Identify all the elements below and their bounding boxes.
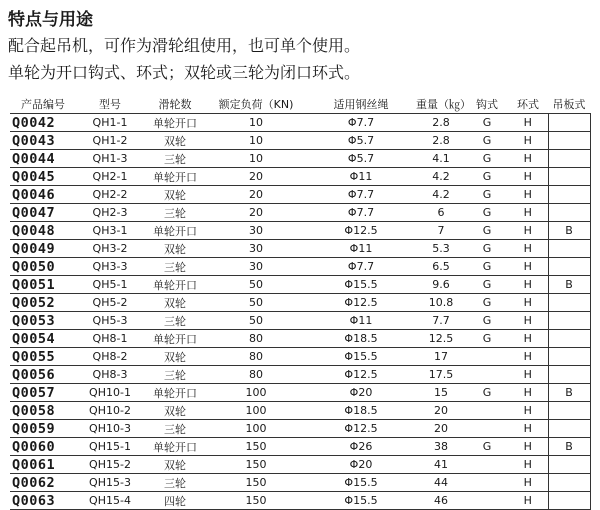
table-row [10, 366, 590, 384]
cell-sheave-count: 单轮开口 [144, 384, 206, 402]
table-row [10, 186, 590, 204]
cell-hook-type: G [466, 204, 508, 222]
cell-ring-type: H [508, 276, 548, 294]
cell-wire-rope: Φ7.7 [306, 204, 416, 222]
cell-weight: 2.8 [416, 114, 466, 132]
cell-weight: 4.1 [416, 150, 466, 168]
cell-rated-load: 50 [206, 294, 306, 312]
cell-product-code: Q0049 [10, 240, 76, 258]
cell-rated-load: 20 [206, 204, 306, 222]
cell-rated-load: 30 [206, 240, 306, 258]
table-row [10, 132, 590, 150]
cell-sheave-count: 单轮开口 [144, 222, 206, 240]
cell-rated-load: 150 [206, 492, 306, 510]
cell-sheave-count: 双轮 [144, 294, 206, 312]
cell-model: QH15-1 [76, 438, 144, 456]
cell-weight: 7.7 [416, 312, 466, 330]
cell-rated-load: 50 [206, 276, 306, 294]
cell-sheave-count: 四轮 [144, 492, 206, 510]
cell-hook-type: G [466, 438, 508, 456]
cell-plate-type [548, 474, 590, 492]
cell-product-code: Q0056 [10, 366, 76, 384]
table-row [10, 258, 590, 276]
cell-ring-type: H [508, 312, 548, 330]
cell-product-code: Q0048 [10, 222, 76, 240]
cell-plate-type: B [548, 276, 590, 294]
cell-weight: 41 [416, 456, 466, 474]
cell-wire-rope: Φ7.7 [306, 186, 416, 204]
cell-hook-type: G [466, 312, 508, 330]
cell-rated-load: 10 [206, 114, 306, 132]
cell-model: QH3-1 [76, 222, 144, 240]
cell-weight: 17 [416, 348, 466, 366]
cell-weight: 4.2 [416, 186, 466, 204]
cell-hook-type: G [466, 258, 508, 276]
cell-ring-type: H [508, 438, 548, 456]
cell-ring-type: H [508, 348, 548, 366]
cell-rated-load: 150 [206, 474, 306, 492]
cell-plate-type [548, 420, 590, 438]
cell-product-code: Q0046 [10, 186, 76, 204]
cell-model: QH15-2 [76, 456, 144, 474]
cell-sheave-count: 双轮 [144, 456, 206, 474]
cell-rated-load: 80 [206, 348, 306, 366]
cell-weight: 6.5 [416, 258, 466, 276]
cell-rated-load: 100 [206, 384, 306, 402]
cell-hook-type: G [466, 168, 508, 186]
cell-product-code: Q0047 [10, 204, 76, 222]
cell-model: QH3-2 [76, 240, 144, 258]
cell-plate-type [548, 186, 590, 204]
cell-plate-type [548, 294, 590, 312]
cell-model: QH10-2 [76, 402, 144, 420]
cell-model: QH2-3 [76, 204, 144, 222]
table-row [10, 330, 590, 348]
cell-ring-type: H [508, 384, 548, 402]
cell-plate-type: B [548, 438, 590, 456]
cell-sheave-count: 单轮开口 [144, 114, 206, 132]
cell-rated-load: 150 [206, 456, 306, 474]
table-row [10, 150, 590, 168]
cell-weight: 46 [416, 492, 466, 510]
cell-model: QH10-1 [76, 384, 144, 402]
cell-hook-type [466, 348, 508, 366]
header-sheave-count: 滑轮数 [144, 94, 206, 114]
cell-ring-type: H [508, 492, 548, 510]
cell-hook-type: G [466, 186, 508, 204]
cell-model: QH2-1 [76, 168, 144, 186]
cell-hook-type: G [466, 222, 508, 240]
cell-weight: 5.3 [416, 240, 466, 258]
table-row [10, 114, 590, 132]
header-model: 型号 [76, 94, 144, 114]
header-hook-type: 钩式 [466, 94, 508, 114]
cell-hook-type: G [466, 132, 508, 150]
table-row [10, 168, 590, 186]
cell-model: QH8-3 [76, 366, 144, 384]
cell-model: QH8-1 [76, 330, 144, 348]
cell-sheave-count: 三轮 [144, 150, 206, 168]
table-row [10, 240, 590, 258]
cell-rated-load: 80 [206, 366, 306, 384]
cell-wire-rope: Φ11 [306, 168, 416, 186]
cell-rated-load: 10 [206, 132, 306, 150]
cell-wire-rope: Φ20 [306, 384, 416, 402]
table-row [10, 276, 590, 294]
cell-wire-rope: Φ15.5 [306, 492, 416, 510]
cell-wire-rope: Φ12.5 [306, 366, 416, 384]
table-row [10, 492, 590, 510]
table-row [10, 384, 590, 402]
cell-ring-type: H [508, 258, 548, 276]
cell-weight: 44 [416, 474, 466, 492]
cell-wire-rope: Φ11 [306, 312, 416, 330]
header-plate-type: 吊板式 [548, 94, 590, 114]
cell-ring-type: H [508, 150, 548, 168]
table-row [10, 456, 590, 474]
cell-product-code: Q0042 [10, 114, 76, 132]
cell-product-code: Q0058 [10, 402, 76, 420]
cell-product-code: Q0059 [10, 420, 76, 438]
cell-weight: 12.5 [416, 330, 466, 348]
cell-plate-type [548, 204, 590, 222]
cell-hook-type: G [466, 150, 508, 168]
cell-model: QH5-2 [76, 294, 144, 312]
cell-product-code: Q0061 [10, 456, 76, 474]
cell-weight: 38 [416, 438, 466, 456]
cell-rated-load: 20 [206, 186, 306, 204]
cell-product-code: Q0052 [10, 294, 76, 312]
cell-wire-rope: Φ11 [306, 240, 416, 258]
cell-ring-type: H [508, 222, 548, 240]
table-header-row [10, 94, 590, 114]
cell-wire-rope: Φ20 [306, 456, 416, 474]
table-row [10, 204, 590, 222]
cell-sheave-count: 三轮 [144, 474, 206, 492]
pulley-spec-table [10, 94, 591, 510]
cell-hook-type: G [466, 294, 508, 312]
cell-ring-type: H [508, 420, 548, 438]
cell-ring-type: H [508, 240, 548, 258]
cell-wire-rope: Φ5.7 [306, 132, 416, 150]
cell-model: QH8-2 [76, 348, 144, 366]
cell-rated-load: 50 [206, 312, 306, 330]
cell-weight: 20 [416, 420, 466, 438]
cell-sheave-count: 三轮 [144, 366, 206, 384]
cell-ring-type: H [508, 132, 548, 150]
cell-hook-type: G [466, 240, 508, 258]
cell-weight: 20 [416, 402, 466, 420]
cell-model: QH1-3 [76, 150, 144, 168]
cell-weight: 17.5 [416, 366, 466, 384]
cell-plate-type: B [548, 222, 590, 240]
cell-wire-rope: Φ12.5 [306, 420, 416, 438]
table-row [10, 420, 590, 438]
cell-product-code: Q0043 [10, 132, 76, 150]
cell-sheave-count: 单轮开口 [144, 276, 206, 294]
cell-sheave-count: 单轮开口 [144, 168, 206, 186]
cell-model: QH5-1 [76, 276, 144, 294]
cell-model: QH3-3 [76, 258, 144, 276]
cell-sheave-count: 三轮 [144, 204, 206, 222]
table-row [10, 438, 590, 456]
cell-plate-type [548, 258, 590, 276]
cell-weight: 10.8 [416, 294, 466, 312]
cell-ring-type: H [508, 402, 548, 420]
cell-hook-type: G [466, 114, 508, 132]
cell-product-code: Q0055 [10, 348, 76, 366]
cell-rated-load: 100 [206, 402, 306, 420]
cell-hook-type: G [466, 276, 508, 294]
cell-product-code: Q0051 [10, 276, 76, 294]
cell-plate-type [548, 492, 590, 510]
cell-product-code: Q0045 [10, 168, 76, 186]
cell-sheave-count: 三轮 [144, 312, 206, 330]
cell-rated-load: 100 [206, 420, 306, 438]
cell-sheave-count: 单轮开口 [144, 330, 206, 348]
cell-weight: 15 [416, 384, 466, 402]
cell-product-code: Q0062 [10, 474, 76, 492]
cell-ring-type: H [508, 168, 548, 186]
table-row [10, 474, 590, 492]
cell-wire-rope: Φ15.5 [306, 474, 416, 492]
cell-ring-type: H [508, 474, 548, 492]
table-row [10, 294, 590, 312]
cell-plate-type [548, 402, 590, 420]
cell-sheave-count: 双轮 [144, 348, 206, 366]
cell-weight: 6 [416, 204, 466, 222]
cell-hook-type [466, 366, 508, 384]
cell-hook-type [466, 402, 508, 420]
cell-product-code: Q0054 [10, 330, 76, 348]
table-row [10, 222, 590, 240]
cell-product-code: Q0063 [10, 492, 76, 510]
cell-wire-rope: Φ15.5 [306, 276, 416, 294]
table-row [10, 312, 590, 330]
cell-wire-rope: Φ12.5 [306, 294, 416, 312]
cell-product-code: Q0050 [10, 258, 76, 276]
cell-ring-type: H [508, 114, 548, 132]
cell-ring-type: H [508, 456, 548, 474]
cell-model: QH1-2 [76, 132, 144, 150]
cell-product-code: Q0044 [10, 150, 76, 168]
cell-model: QH1-1 [76, 114, 144, 132]
cell-plate-type [548, 240, 590, 258]
cell-sheave-count: 三轮 [144, 258, 206, 276]
cell-hook-type: G [466, 330, 508, 348]
cell-product-code: Q0057 [10, 384, 76, 402]
cell-sheave-count: 双轮 [144, 132, 206, 150]
cell-sheave-count: 单轮开口 [144, 438, 206, 456]
header-weight: 重量（㎏） [416, 94, 466, 114]
cell-sheave-count: 双轮 [144, 186, 206, 204]
cell-ring-type: H [508, 204, 548, 222]
cell-weight: 9.6 [416, 276, 466, 294]
header-product-code: 产品编号 [10, 94, 76, 114]
cell-weight: 7 [416, 222, 466, 240]
cell-plate-type: B [548, 384, 590, 402]
cell-plate-type [548, 312, 590, 330]
header-rated-load: 额定负荷（KN) [206, 94, 306, 114]
cell-wire-rope: Φ15.5 [306, 348, 416, 366]
cell-weight: 4.2 [416, 168, 466, 186]
cell-weight: 2.8 [416, 132, 466, 150]
cell-sheave-count: 双轮 [144, 402, 206, 420]
cell-sheave-count: 三轮 [144, 420, 206, 438]
cell-product-code: Q0053 [10, 312, 76, 330]
cell-model: QH15-4 [76, 492, 144, 510]
cell-wire-rope: Φ7.7 [306, 258, 416, 276]
cell-hook-type [466, 420, 508, 438]
cell-hook-type [466, 474, 508, 492]
cell-product-code: Q0060 [10, 438, 76, 456]
cell-model: QH15-3 [76, 474, 144, 492]
table-row [10, 402, 590, 420]
cell-rated-load: 30 [206, 222, 306, 240]
cell-model: QH10-3 [76, 420, 144, 438]
cell-plate-type [548, 456, 590, 474]
cell-rated-load: 80 [206, 330, 306, 348]
header-wire-rope: 适用钢丝绳 [306, 94, 416, 114]
cell-plate-type [548, 150, 590, 168]
cell-plate-type [548, 330, 590, 348]
cell-wire-rope: Φ26 [306, 438, 416, 456]
cell-plate-type [548, 114, 590, 132]
cell-model: QH2-2 [76, 186, 144, 204]
cell-wire-rope: Φ5.7 [306, 150, 416, 168]
cell-wire-rope: Φ7.7 [306, 114, 416, 132]
cell-model: QH5-3 [76, 312, 144, 330]
cell-wire-rope: Φ18.5 [306, 402, 416, 420]
cell-hook-type [466, 456, 508, 474]
cell-rated-load: 30 [206, 258, 306, 276]
cell-plate-type [548, 168, 590, 186]
cell-ring-type: H [508, 366, 548, 384]
cell-hook-type [466, 492, 508, 510]
cell-rated-load: 150 [206, 438, 306, 456]
description-line-1: 配合起吊机，可作为滑轮组使用，也可单个使用。 [8, 36, 361, 55]
cell-ring-type: H [508, 330, 548, 348]
cell-ring-type: H [508, 186, 548, 204]
table-row [10, 348, 590, 366]
cell-hook-type: G [466, 384, 508, 402]
description-line-2: 单轮为开口钩式、环式；双轮或三轮为闭口环式。 [8, 63, 361, 82]
cell-rated-load: 10 [206, 150, 306, 168]
section-heading: 特点与用途 [8, 10, 93, 30]
header-ring-type: 环式 [508, 94, 548, 114]
cell-plate-type [548, 366, 590, 384]
cell-plate-type [548, 348, 590, 366]
cell-rated-load: 20 [206, 168, 306, 186]
cell-sheave-count: 双轮 [144, 240, 206, 258]
cell-plate-type [548, 132, 590, 150]
cell-wire-rope: Φ18.5 [306, 330, 416, 348]
cell-ring-type: H [508, 294, 548, 312]
cell-wire-rope: Φ12.5 [306, 222, 416, 240]
